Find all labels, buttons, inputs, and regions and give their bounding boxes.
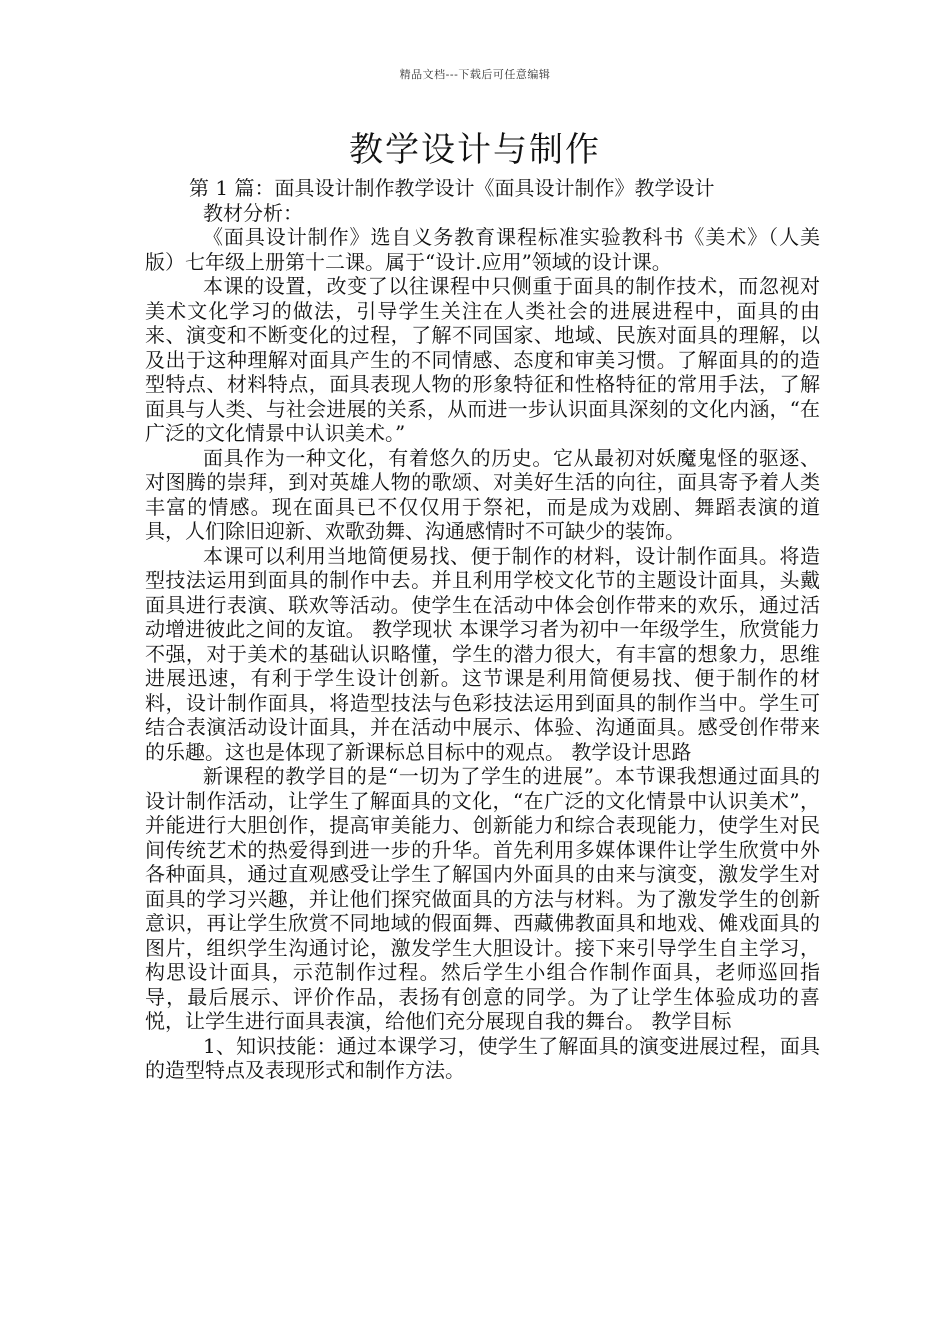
paragraph-mask-culture: 面具作为一种文化，有着悠久的历史。它从最初对妖魔鬼怪的驱逐、对图腾的崇拜，到对英雄人物的歌颂、对美好生活的向往，面具寄予着人类丰富的情感。现在面具已不仅仅用于祭祀，而是成为戏剧、舞蹈表演的道具，人们除旧迎新、欢歌劲舞、沟通感情时不可缺少的装饰。: [145, 445, 820, 543]
sub-heading: 第 1 篇：面具设计制作教学设计《面具设计制作》教学设计: [189, 176, 715, 200]
paragraph-objective-1: 1、知识技能：通过本课学习，使学生了解面具的演变进展过程，面具的造型特点及表现形式和制作方法。: [145, 1033, 820, 1082]
paragraph-design-approach: 新课程的教学目的是“一切为了学生的进展”。本节课我想通过面具的设计制作活动，让学生了解面具的文化，“在广泛的文化情景中认识美术”，并能进行大胆创作，提高审美能力、创新能力和综合表现能力，使学生对民间传统艺术的热爱得到进一步的升华。首先利用多媒体课件让学生欣赏中外各种面具，通过直观感受让学生了解国内外面具的由来与演变，激发学生对面具的学习兴趣，并让他们探究做面具的方法与材料。为了激发学生的创新意识，再让学生欣赏不同地域的假面舞、西藏佛教面具和地戏、傩戏面具的图片，组织学生沟通讨论，激发学生大胆设计。接下来引导学生自主学习，构思设计面具，示范制作过程。然后学生小组合作制作面具，老师巡回指导，最后展示、评价作品，表扬有创意的同学。为了让学生体验成功的喜悦，让学生进行面具表演，给他们充分展现自我的舞台。 教学目标: [145, 764, 820, 1033]
document-body: [145, 176, 820, 1083]
header-note: 精品文档---下载后可任意编辑: [399, 68, 551, 81]
paragraph-materials-and-status: 本课可以利用当地简便易找、便于制作的材料，设计制作面具。将造型技法运用到面具的制作中去。并且利用学校文化节的主题设计面具，头戴面具进行表演、联欢等活动。使学生在活动中体会创作带来的欢乐，通过活动增进彼此之间的友谊。 教学现状 本课学习者为初中一年级学生，欣赏能力不强，对于美术的基础认识略懂，学生的潜力很大，有丰富的想象力，思维进展迅速，有利于学生设计创新。这节课是利用简便易找、便于制作的材料，设计制作面具，将造型技法与色彩技法运用到面具的制作当中。学生可结合表演活动设计面具，并在活动中展示、体验、沟通面具。感受创作带来的乐趣。这也是体现了新课标总目标中的观点。 教学设计思路: [145, 543, 820, 764]
paragraph-course-setting: 本课的设置，改变了以往课程中只侧重于面具的制作技术，而忽视对美术文化学习的做法，引导学生关注在人类社会的进展进程中，面具的由来、演变和不断变化的过程，了解不同国家、地域、民族对面具的理解，以及出于这种理解对面具产生的不同情感、态度和审美习惯。了解面具的的造型特点、材料特点，面具表现人物的形象特征和性格特征的常用手法，了解面具与人类、与社会进展的关系，从而进一步认识面具深刻的文化内涵，“在广泛的文化情景中认识美术。”: [145, 274, 820, 445]
section-label: 教材分析：: [203, 200, 303, 225]
paragraph-textbook-source: 《面具设计制作》选自义务教育课程标准实验教科书《美术》（人美版）七年级上册第十二课。属于“设计.应用”领域的设计课。: [145, 225, 820, 274]
document-title: 教学设计与制作: [349, 130, 601, 170]
